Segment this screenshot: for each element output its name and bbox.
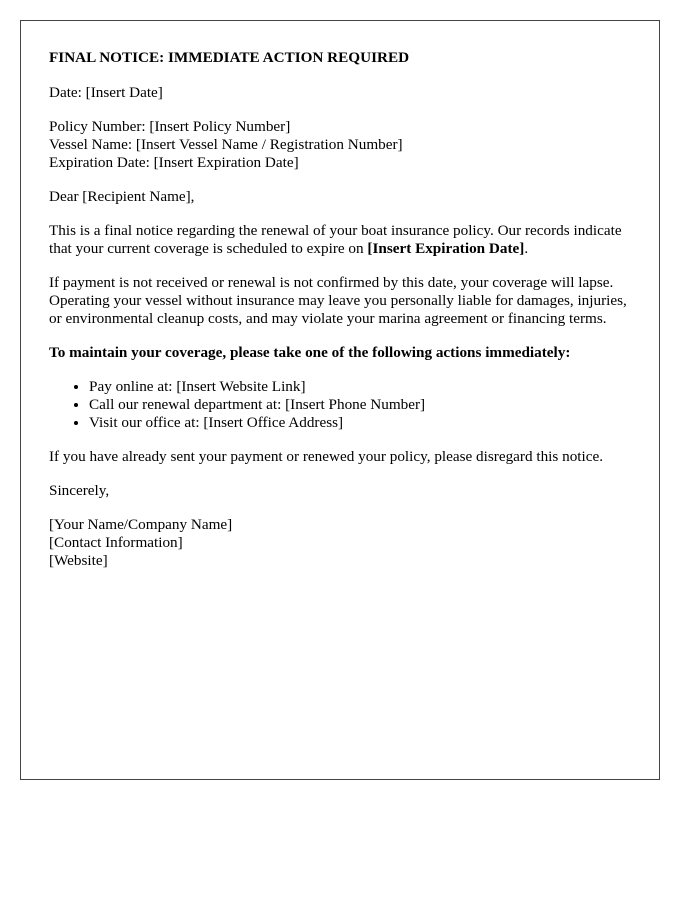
- expiration-date-line: Expiration Date: [Insert Expiration Date]: [49, 154, 299, 171]
- signature-contact: [Contact Information]: [49, 534, 183, 551]
- action-call-renewal: • Call our renewal department at: [Insert Phone Number]: [89, 396, 631, 414]
- intro-period: .: [524, 240, 529, 257]
- signature-website: [Website]: [49, 552, 108, 569]
- intro-expiration-date: [Insert Expiration Date]: [367, 240, 525, 257]
- policy-number-line: Policy Number: [Insert Policy Number]: [49, 118, 291, 135]
- actions-heading: To maintain your coverage, please take one of the following actions immediately:: [49, 344, 571, 361]
- intro-paragraph: [49, 222, 631, 258]
- date-line: Date: [Insert Date]: [49, 84, 163, 101]
- action-pay-online: • Pay online at: [Insert Website Link]: [89, 378, 631, 396]
- closing: Sincerely,: [49, 482, 110, 499]
- notice-title: FINAL NOTICE: IMMEDIATE ACTION REQUIRED: [49, 49, 410, 66]
- disregard-paragraph: If you have already sent your payment or renewed your policy, please disregard this notice.: [49, 448, 604, 465]
- vessel-name-line: Vessel Name: [Insert Vessel Name / Registration Number]: [49, 136, 403, 153]
- intro-text: This is a final notice regarding the renewal of your boat insurance policy. Our records indicate that your current coverage is scheduled to expire on: [49, 222, 622, 257]
- actions-list: [49, 378, 631, 432]
- action-visit-office: • Visit our office at: [Insert Office Address]: [89, 414, 631, 432]
- signature-block: [49, 516, 631, 570]
- lapse-warning-paragraph: If payment is not received or renewal is not confirmed by this date, your coverage will lapse. Operating your vessel without insurance may leave you personally liable for damages, injuries, or environmental cleanup costs, and may violate your marina agreement or financing terms.: [49, 274, 627, 327]
- salutation: Dear [Recipient Name],: [49, 188, 195, 205]
- letter-page: [20, 20, 660, 780]
- policy-details: [49, 118, 631, 172]
- signature-name: [Your Name/Company Name]: [49, 516, 233, 533]
